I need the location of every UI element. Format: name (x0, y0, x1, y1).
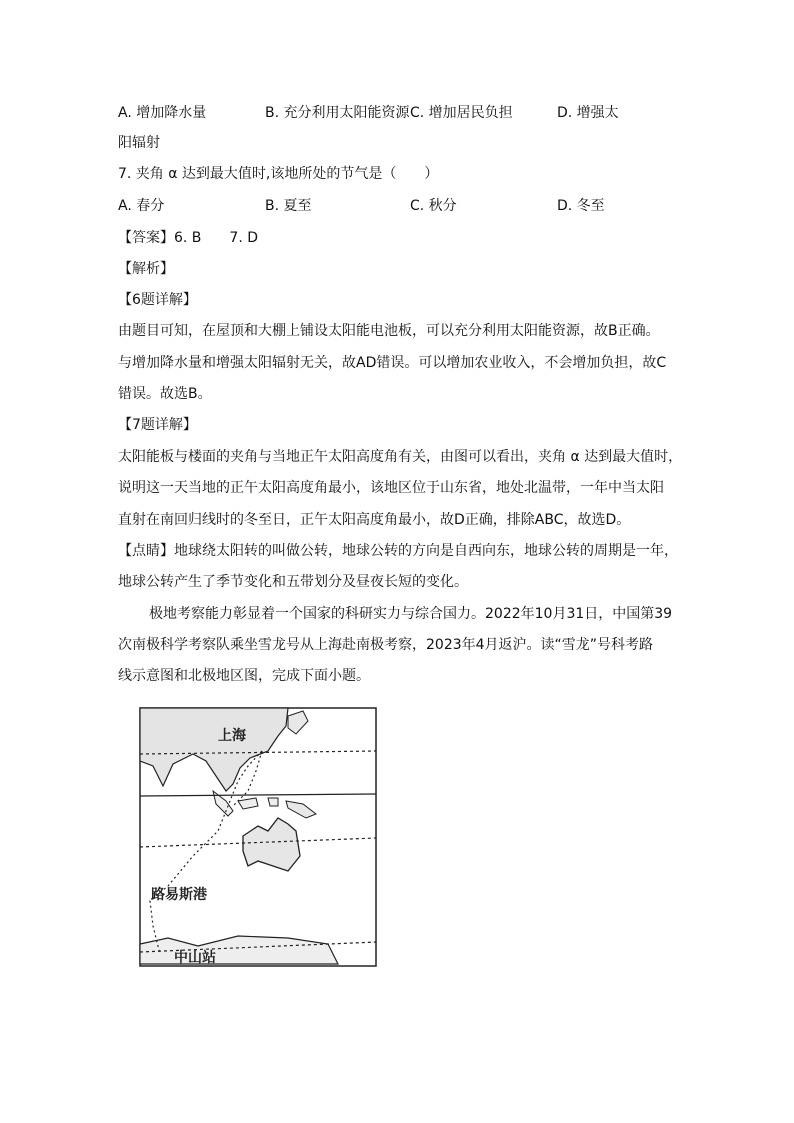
label-port-louis: 路易斯港 (151, 887, 207, 903)
route-map (138, 706, 380, 970)
tip-line: 地球公转产生了季节变化和五带划分及昼夜长短的变化。 (118, 574, 468, 590)
q6-detail-line: 错误。故选B。 (118, 386, 212, 402)
q7-option-d: D. 冬至 (557, 198, 605, 214)
q7-option-b: B. 夏至 (265, 198, 312, 214)
q7-option-a: A. 春分 (118, 198, 165, 214)
q7-detail-line: 直射在南回归线时的冬至日，正午太阳高度角最小，故D正确，排除ABC，故选D。 (118, 512, 631, 528)
q7-detail-heading: 【7题详解】 (118, 417, 197, 433)
q6-detail-line: 由题目可知，在屋顶和大棚上铺设太阳能电池板，可以充分利用太阳能资源，故B正确。 (118, 323, 660, 339)
q6-detail-heading: 【6题详解】 (118, 292, 197, 308)
q6-option-d-continued: 阳辐射 (118, 135, 160, 151)
passage-line: 极地考察能力彰显着一个国家的科研实力与综合国力。2022年10月31日，中国第39 (149, 606, 673, 622)
q6-option-d: D. 增强太 (557, 105, 619, 121)
q6-detail-line: 与增加降水量和增强太阳辐射无关，故AD错误。可以增加农业收入，不会增加负担，故C (118, 355, 667, 371)
tip-line: 【点睛】地球绕太阳转的叫做公转，地球公转的方向是自西向东，地球公转的周期是一年， (118, 543, 678, 559)
q6-option-c: C. 增加居民负担 (410, 105, 513, 121)
analysis-heading: 【解析】 (118, 261, 174, 277)
passage-line: 线示意图和北极地区图，完成下面小题。 (118, 668, 370, 684)
label-zhongshan-station: 中山站 (174, 950, 216, 966)
answer: 【答案】6. B 7. D (118, 230, 258, 246)
q7-stem: 7. 夹角 α 达到最大值时,该地所处的节气是（ ） (118, 166, 439, 182)
q7-detail-line: 太阳能板与楼面的夹角与当地正午太阳高度角有关，由图可以看出，夹角 α 达到最大值时， (118, 449, 683, 465)
q6-option-b: B. 充分利用太阳能资源 (265, 105, 410, 121)
q7-option-c: C. 秋分 (410, 198, 457, 214)
q6-option-a: A. 增加降水量 (118, 105, 207, 121)
q7-detail-line: 说明这一天当地的正午太阳高度角最小，该地区位于山东省，地处北温带，一年中当太阳 (118, 480, 664, 496)
passage-line: 次南极科学考察队乘坐雪龙号从上海赴南极考察，2023年4月返沪。读“雪龙”号科考路 (118, 637, 654, 653)
label-shanghai: 上海 (218, 728, 246, 744)
